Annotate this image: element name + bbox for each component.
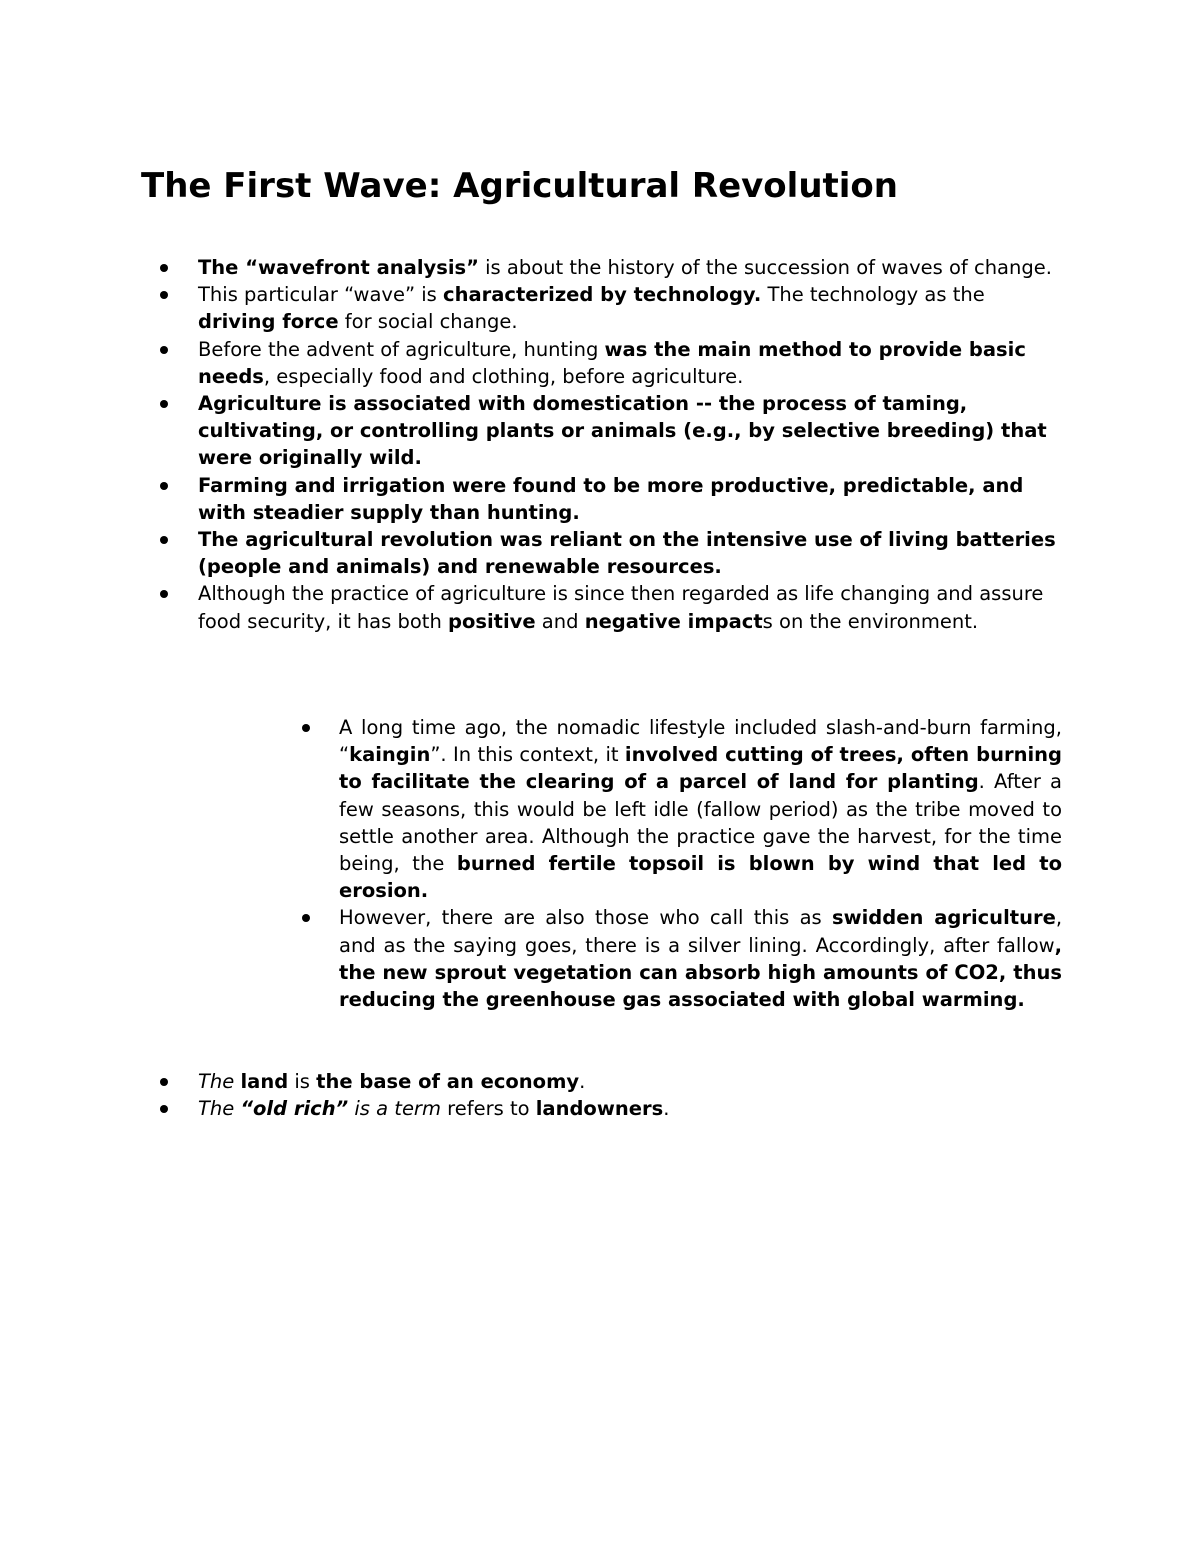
bullet-icon <box>160 264 168 272</box>
bullet-icon <box>160 482 168 490</box>
list-item <box>198 254 1064 281</box>
text-run: negative impact <box>584 609 763 633</box>
text-run: However, there are also those who call this as <box>339 906 832 930</box>
list-item <box>198 580 1064 634</box>
text-run: Agriculture is associated with domestication -- the process of taming, cultivating, or controlling plants or animals (e.g., by selective breeding) that were originally wild. <box>198 392 1047 470</box>
bullet-icon <box>160 1078 168 1086</box>
text-run: The <box>198 1070 235 1093</box>
list-item <box>198 336 1064 390</box>
text-run: driving force <box>198 310 339 334</box>
text-run: “old rich” <box>240 1097 349 1121</box>
list-item <box>198 472 1064 526</box>
text-run: The <box>198 1097 241 1121</box>
text-run: characterized by technology. <box>443 283 762 307</box>
text-run: , the new sprout vegetation can absorb high amounts of CO2, thus reducing the greenhouse gas associated with global warming. <box>339 933 1062 1012</box>
main-bullet-list <box>198 254 1064 635</box>
text-run: and <box>535 609 585 633</box>
list-item <box>198 526 1064 580</box>
text-run: . <box>663 1097 670 1121</box>
list-item <box>198 281 1064 335</box>
sub-bullet-list <box>339 714 1062 1013</box>
bullet-icon <box>160 590 168 598</box>
text-run: is <box>288 1070 317 1093</box>
text-run: ”. In this context, it <box>430 743 625 767</box>
text-run: , especially food and clothing, before agriculture. <box>263 364 744 388</box>
text-run: The “wavefront analysis” <box>198 256 479 279</box>
text-run: The technology as the <box>761 283 985 307</box>
text-run: s on the environment. <box>762 609 979 633</box>
text-run: was the main method to provide basic needs <box>198 337 1026 388</box>
text-run: Farming and irrigation were found to be more productive, predictable, and with steadier supply than hunting. <box>198 473 1024 524</box>
text-run: landowners <box>535 1097 664 1121</box>
text-run: A long time ago, the nomadic lifestyle included slash-and-burn farming, “ <box>339 716 1062 767</box>
text-run: Before the advent of agriculture, hunting <box>198 337 605 361</box>
text-run: refers to <box>440 1097 536 1121</box>
text-run: swidden agriculture <box>832 906 1056 930</box>
text-run: involved cutting of trees, often burning to facilitate the clearing of a parcel of land for planting <box>339 743 1062 794</box>
bullet-icon <box>302 914 310 922</box>
bullet-icon <box>160 291 168 299</box>
bullet-icon <box>160 400 168 408</box>
end-bullet-list <box>198 1068 1064 1122</box>
list-item <box>339 714 1062 904</box>
bullet-icon <box>160 346 168 354</box>
text-run: the base of an economy <box>316 1070 580 1093</box>
text-run: for social change. <box>338 310 518 334</box>
bullet-icon <box>160 1105 168 1113</box>
text-run: land <box>240 1070 289 1093</box>
text-run: is a term <box>348 1097 441 1121</box>
text-run: positive <box>448 609 536 633</box>
text-run: burned fertile topsoil is blown by wind that led to erosion. <box>339 852 1062 903</box>
bullet-icon <box>302 724 310 732</box>
text-run: . <box>579 1070 586 1093</box>
page-title: The First Wave: Agricultural Revolution <box>141 166 898 206</box>
text-run: . After a few seasons, this would be left idle (fallow period) as the tribe moved to settle another area. Although the practice gave the harvest, for the time being, the <box>339 770 1062 876</box>
text-run: Although the practice of agriculture is since then regarded as life changing and assure food security, it has both <box>198 582 1044 633</box>
list-item <box>339 904 1062 1013</box>
text-run: This particular “wave” is <box>198 283 444 307</box>
text-run: kaingin <box>349 743 431 767</box>
list-item <box>198 390 1064 472</box>
text-run: is about the history of the succession of waves of change. <box>478 256 1052 279</box>
list-item <box>198 1095 1064 1122</box>
bullet-icon <box>160 536 168 544</box>
text-run: , and as the saying goes, there is a silver lining. Accordingly, after fallow <box>339 906 1063 957</box>
list-item <box>198 1068 1064 1095</box>
text-run: The agricultural revolution was reliant on the intensive use of living batteries (people and animals) and renewable resources. <box>198 528 1056 579</box>
